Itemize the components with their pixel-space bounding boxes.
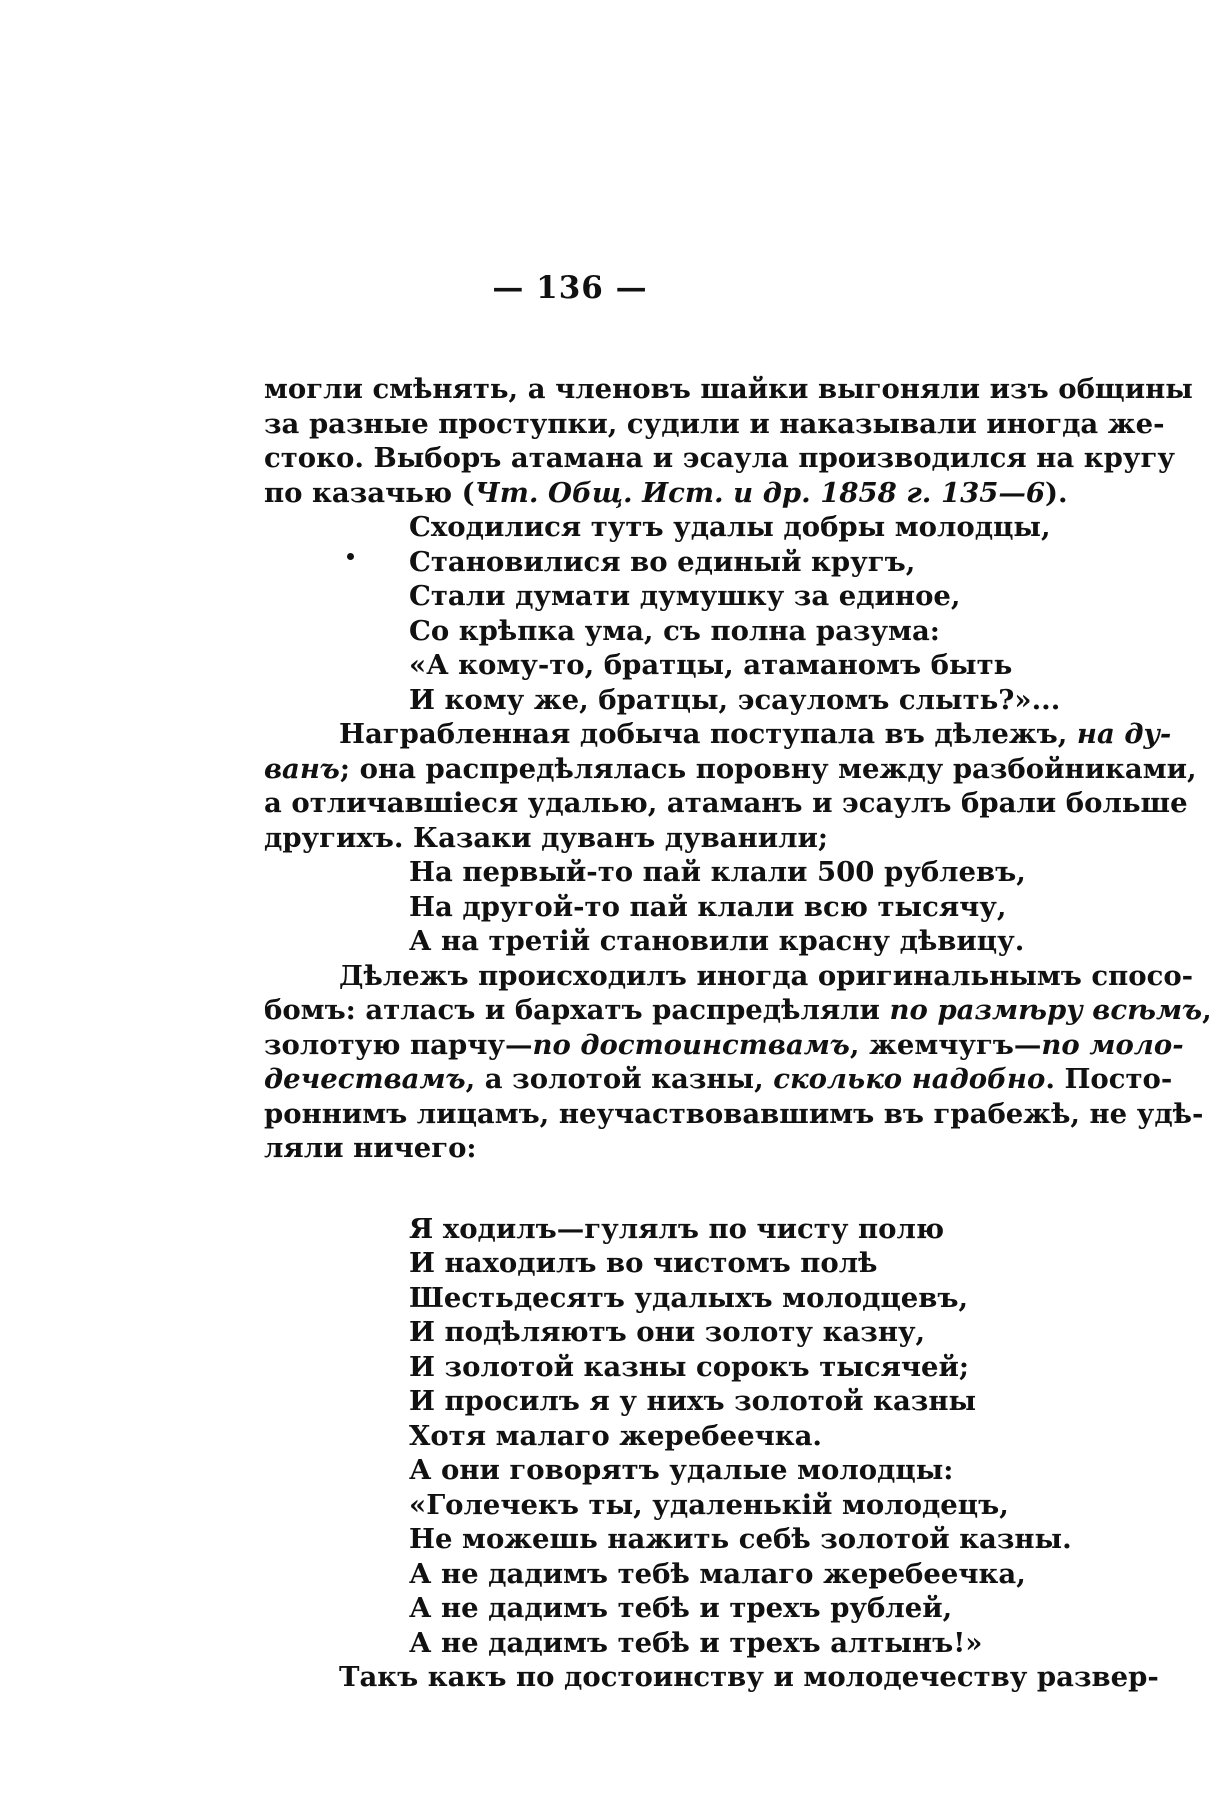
text-run: . Посто-: [1045, 1063, 1173, 1095]
verse-line: На первый-то пай клали 500 рублевъ,: [409, 856, 1026, 888]
text-run: ,: [1202, 994, 1212, 1026]
text-line: а отличавшіеся удалью, атаманъ и эсаулъ брали больше: [264, 787, 1188, 819]
text-run: ).: [1045, 476, 1068, 509]
text-line: [264, 717, 1172, 752]
citation: Чт. Общ. Ист. и др. 1858 г. 135—6: [474, 476, 1045, 509]
verse-line: Не можешь нажить себѣ золотой казны.: [409, 1523, 1072, 1555]
verse-line: На другой-то пай клали всю тысячу,: [409, 890, 1007, 923]
verse-line: И золотой казны сорокъ тысячей;: [409, 1350, 970, 1383]
text-run: , а золотой казны,: [465, 1063, 774, 1095]
text-line: Такъ какъ по достоинству и молодечеству развер-: [339, 1661, 1159, 1693]
text-line: за разные проступки, судили и наказывали иногда же-: [264, 407, 1165, 440]
italic-term: ванъ: [264, 752, 340, 785]
verse-line: И подѣляютъ они золоту казну,: [409, 1316, 926, 1348]
verse-line: Хотя малаго жеребеечка.: [409, 1419, 822, 1452]
text-run: , жемчугъ—: [849, 1028, 1042, 1061]
text-line: стоко. Выборъ атамана и эсаула производился на кругу: [264, 442, 1175, 474]
text-line: [264, 1062, 1173, 1097]
text-line: [264, 1028, 1184, 1063]
text-line-with-citation: [264, 476, 1068, 511]
italic-term: сколько надобно: [773, 1063, 1046, 1095]
text-line: Дѣлежъ происходилъ иногда оригинальнымъ спосо-: [339, 959, 1194, 992]
italic-term: на ду-: [1076, 718, 1172, 750]
italic-term: по достоинствамъ: [532, 1028, 850, 1061]
verse-line: А не дадимъ тебѣ малаго жеребеечка,: [409, 1557, 1026, 1590]
text-line: [264, 752, 1197, 787]
verse-line: «Голечекъ ты, удаленькій молодецъ,: [409, 1488, 1009, 1521]
italic-term: по размѣру всѣмъ: [889, 994, 1203, 1026]
verse-line: «А кому-то, братцы, атаманомъ быть: [409, 649, 1013, 681]
verse-line: Шестьдесятъ удалыхъ молодцевъ,: [409, 1281, 969, 1314]
page-body: [264, 372, 1212, 1695]
italic-term: дечествамъ: [264, 1063, 466, 1095]
text-run: золотую парчу—: [264, 1028, 533, 1061]
verse-line: А не дадимъ тебѣ и трехъ алтынъ!»: [409, 1626, 983, 1659]
text-run: ; она распредѣлялась поровну между разбойниками,: [339, 752, 1197, 785]
italic-term: по моло-: [1041, 1028, 1184, 1061]
text-run: по казачью (: [264, 476, 475, 509]
page-number: — 136 —: [492, 270, 648, 306]
text-line: ляли ничего:: [264, 1132, 477, 1164]
verse-line: А они говорятъ удалые молодцы:: [409, 1454, 954, 1486]
text-line: другихъ. Казаки дуванъ дуванили;: [264, 821, 829, 854]
verse-line: А на третій становили красну дѣвицу.: [409, 925, 1025, 957]
verse-line: И просилъ я у нихъ золотой казны: [409, 1385, 977, 1417]
verse-line: Становилися во единый кругъ,: [409, 545, 916, 578]
verse-line: Сходилися тутъ удалы добры молодцы,: [409, 511, 1051, 543]
text-line: [264, 993, 1212, 1028]
text-line: роннимъ лицамъ, неучаствовавшимъ въ грабежѣ, не удѣ-: [264, 1097, 1204, 1130]
verse-line: И кому же, братцы, эсауломъ слыть?»...: [409, 683, 1061, 716]
verse-line: Стали думати думушку за единое,: [409, 580, 961, 612]
verse-line: Я ходилъ—гулялъ по чисту полю: [409, 1212, 945, 1245]
verse-line: И находилъ во чистомъ полѣ: [409, 1247, 878, 1279]
verse-line: Со крѣпка ума, съ полна разума:: [409, 614, 940, 647]
verse-gap: [264, 1166, 1054, 1212]
verse-line: А не дадимъ тебѣ и трехъ рублей,: [409, 1592, 953, 1624]
text-run: Награбленная добыча поступала въ дѣлежъ,: [339, 718, 1077, 750]
text-run: бомъ: атласъ и бархатъ распредѣляли: [264, 994, 890, 1026]
text-line: могли смѣнять, а членовъ шайки выгоняли изъ общины: [264, 373, 1193, 405]
